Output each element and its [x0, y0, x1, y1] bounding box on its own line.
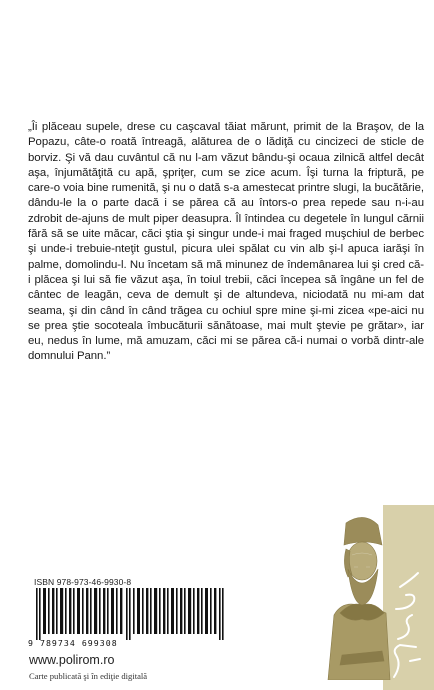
signature-icon — [372, 565, 434, 685]
isbn-label: ISBN 978-973-46-9930-8 — [34, 577, 132, 587]
publisher-website-link[interactable]: www.polirom.ro — [29, 653, 115, 667]
blurb-text: „Îi plăceau supele, drese cu caşcaval tăiat mărunt, primit de la Braşov, de la Popazu, câte-o roată întreagă, alăturea de o lădiţă cu cincizeci de sticle de borviz. Şi vă dau cuvântul că nu l-am văzut bându-şi ocaua zilnică altfel decât aşa, înjumătăţită cu apă, şpriţer, cum se zice acum. Îşi turna la friptură, pe care-o voia bine rumenită, şi nu o dată s-a amestecat printre slugi, la bucătărie, dându-le la o parte dacă i se părea că au întors-o prea repede sau n-i-au zdrobit de-ajuns de mult piper deasupra. Îl întindea cu degetele în lungul cărnii fără să se uite măcar, căci ştia şi singur unde-i mai fraged muşchiul de berbec şi unde-i trebuie-nteţit gustul, picura ulei spălat cu vin alb şi-l apuca iarăşi în palme, domolindu-l. Nu încetam să mă minunez de îndemânarea lui şi cred că-i plăcea şi lui să fie văzut aşa, în toiul trebii, căci începea să îngâne un fel de cântec de leagăn, ceva de demult şi de altundeva, niciodată nu mi-am dat seama, şi din când în când trăgea cu ochiul spre mine şi-mi zicea «pe-aici nu se prea ştie socoteala îmbucăturii sănătoase, mai mult ştevie pe grătar», iar eu, nedus în lume, mă amuzam, căci mi se părea că-i numai o vorbă dintr-ale domnului Pann.” — [28, 121, 424, 363]
digital-edition-note: Carte publicată şi în ediţie digitală — [29, 671, 148, 681]
barcode-icon — [28, 588, 236, 640]
barcode-digits: 9 789734 699308 — [28, 638, 118, 648]
